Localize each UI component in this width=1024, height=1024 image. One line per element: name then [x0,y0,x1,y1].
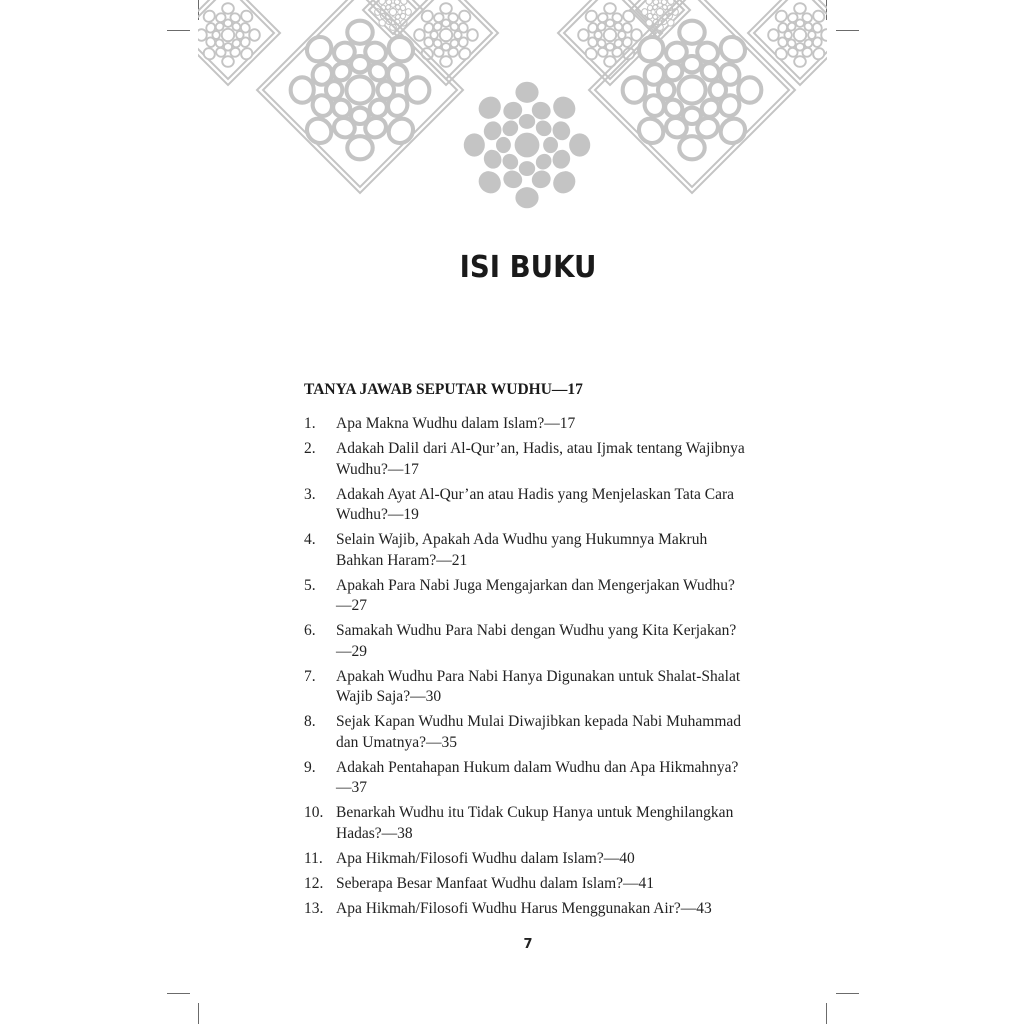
rosette-petal [645,0,654,6]
toc-item-number: 5. [304,576,316,594]
toc-item-text: Seberapa Besar Manfaat Wudhu dalam Islam?—41 [336,874,655,892]
crop-mark [198,1003,199,1024]
rosette-petal [196,29,207,41]
rosette-center [222,29,234,41]
toc-item-text: Apa Hikmah/Filosofi Wudhu dalam Islam?—40 [336,849,635,867]
toc-item-number: 12. [304,874,324,892]
rosette-petal [474,167,505,198]
toc-item-number: 1. [304,415,316,432]
rosette-petal [467,29,478,41]
rosette-petal [515,82,538,103]
toc-item [304,576,754,617]
rosette-petal [821,29,832,41]
rosette-petal [519,114,535,129]
toc-item [304,621,754,662]
toc-item [304,530,754,571]
crop-mark [167,993,190,994]
rosette-petal [440,56,452,67]
toc-item-text: Selain Wajib, Apakah Ada Wudhu yang Hukumnya Makruh Bahkan Haram?—21 [336,531,708,569]
toc-item-number: 13. [304,899,324,917]
toc-item-text: Adakah Dalil dari Al-Qur’an, Hadis, atau Ijmak tentang Wajibnya Wudhu?—17 [336,440,745,478]
crop-mark [836,993,859,994]
toc-item-text: Apa Makna Wudhu dalam Islam?—17 [336,415,576,432]
rosette-petal [773,46,789,62]
rosette-petal [302,114,336,148]
toc-item-text: Samakah Wudhu Para Nabi dengan Wudhu yang Kita Kerjakan?—29 [336,622,737,660]
toc-item-number: 6. [304,622,316,639]
rosette-petal [384,114,418,148]
rosette-petal [519,161,535,176]
rosette-petal [405,9,411,16]
rosette-petal [464,133,485,156]
rosette-petal [716,32,750,66]
rosette-petal [249,29,260,41]
rosette-petal [201,46,217,62]
toc-item-number: 8. [304,713,316,730]
rosette-petal [794,56,806,67]
rosette-petal [499,151,521,173]
toc-item-text: Apa Hikmah/Filosofi Wudhu Harus Menggunakan Air?—43 [336,899,712,917]
rosette-petal [239,46,255,62]
rosette-petal [578,29,589,41]
rosette-petal [533,117,555,139]
toc-item-number: 10. [304,804,324,821]
rosette-petal [583,46,599,62]
toc-item-number: 3. [304,485,316,503]
rosette-petal [347,136,372,159]
rosette-petal [549,92,580,123]
toc-item [304,849,754,870]
rosette-center [515,133,540,158]
toc-item [304,712,754,753]
rosette-petal [623,77,646,102]
rosette-petal [604,3,616,14]
toc-item [304,485,754,526]
rosette-petal [291,77,314,102]
rosette-center [656,8,663,15]
toc-item [304,758,754,799]
section-heading: TANYA JAWAB SEPUTAR WUDHU—17 [304,381,583,398]
page-title: ISI BUKU [459,250,597,285]
toc-item-text: Apakah Para Nabi Juga Mengajarkan dan Mengerjakan Wudhu?—27 [336,576,735,614]
rosette-petal [222,3,234,14]
rosette-petal [621,46,637,62]
toc-item [304,874,754,895]
rosette-center [604,29,616,41]
rosette-petal [440,3,452,14]
toc-item-number: 7. [304,667,316,685]
rosette-petal [679,136,704,159]
toc-item-text: Adakah Pentahapan Hukum dalam Wudhu dan Apa Hikmahnya?—37 [336,758,739,796]
rosette-petal [794,3,806,14]
rosette-petal [569,133,590,156]
toc-item-text: Apakah Wudhu Para Nabi Hanya Digunakan untuk Shalat-Shalat Wajib Saja?—30 [336,667,741,705]
rosette-center [346,76,373,103]
rosette-petal [406,77,429,102]
rosette-center [794,29,806,41]
rosette-petal [738,77,761,102]
rosette-petal [414,29,425,41]
rosette-petal [347,21,372,44]
rosette-petal [768,29,779,41]
rosette-petal [634,114,668,148]
toc-item-number: 2. [304,440,316,457]
toc-item-number: 9. [304,758,316,776]
rosette-center [440,29,452,41]
rosette-petal [533,151,555,173]
toc-item-number: 11. [304,849,323,867]
rosette-petal [716,114,750,148]
table-of-contents [304,414,754,924]
crop-mark [826,1003,827,1024]
rosette-petal [515,187,538,208]
rosette-petal [399,0,408,6]
rosette-petal [222,56,234,67]
toc-item-text: Adakah Ayat Al-Qur’an atau Hadis yang Menjelaskan Tata Cara Wudhu?—19 [336,485,735,523]
toc-item-text: Benarkah Wudhu itu Tidak Cukup Hanya untuk Menghilangkan Hadas?—38 [336,804,734,842]
toc-item [304,439,754,480]
toc-item-text: Sejak Kapan Wudhu Mulai Diwajibkan kepada Nabi Muhammad dan Umatnya?—35 [336,713,742,751]
toc-item [304,414,754,435]
toc-item [304,899,754,920]
rosette-petal [679,21,704,44]
toc-item-number: 4. [304,531,316,548]
rosette-petal [474,92,505,123]
rosette-petal [549,167,580,198]
toc-item [304,803,754,844]
rosette-petal [499,117,521,139]
rosette-center [678,76,705,103]
islamic-ornament-header [0,0,1024,230]
toc-item [304,667,754,708]
rosette-center [389,8,396,15]
page-number: 7 [523,937,533,952]
rosette-petal [302,32,336,66]
rosette-petal [642,9,648,16]
rosette-petal [496,137,511,153]
rosette-petal [543,137,558,153]
rosette-petal [811,46,827,62]
rosette-petal [457,46,473,62]
